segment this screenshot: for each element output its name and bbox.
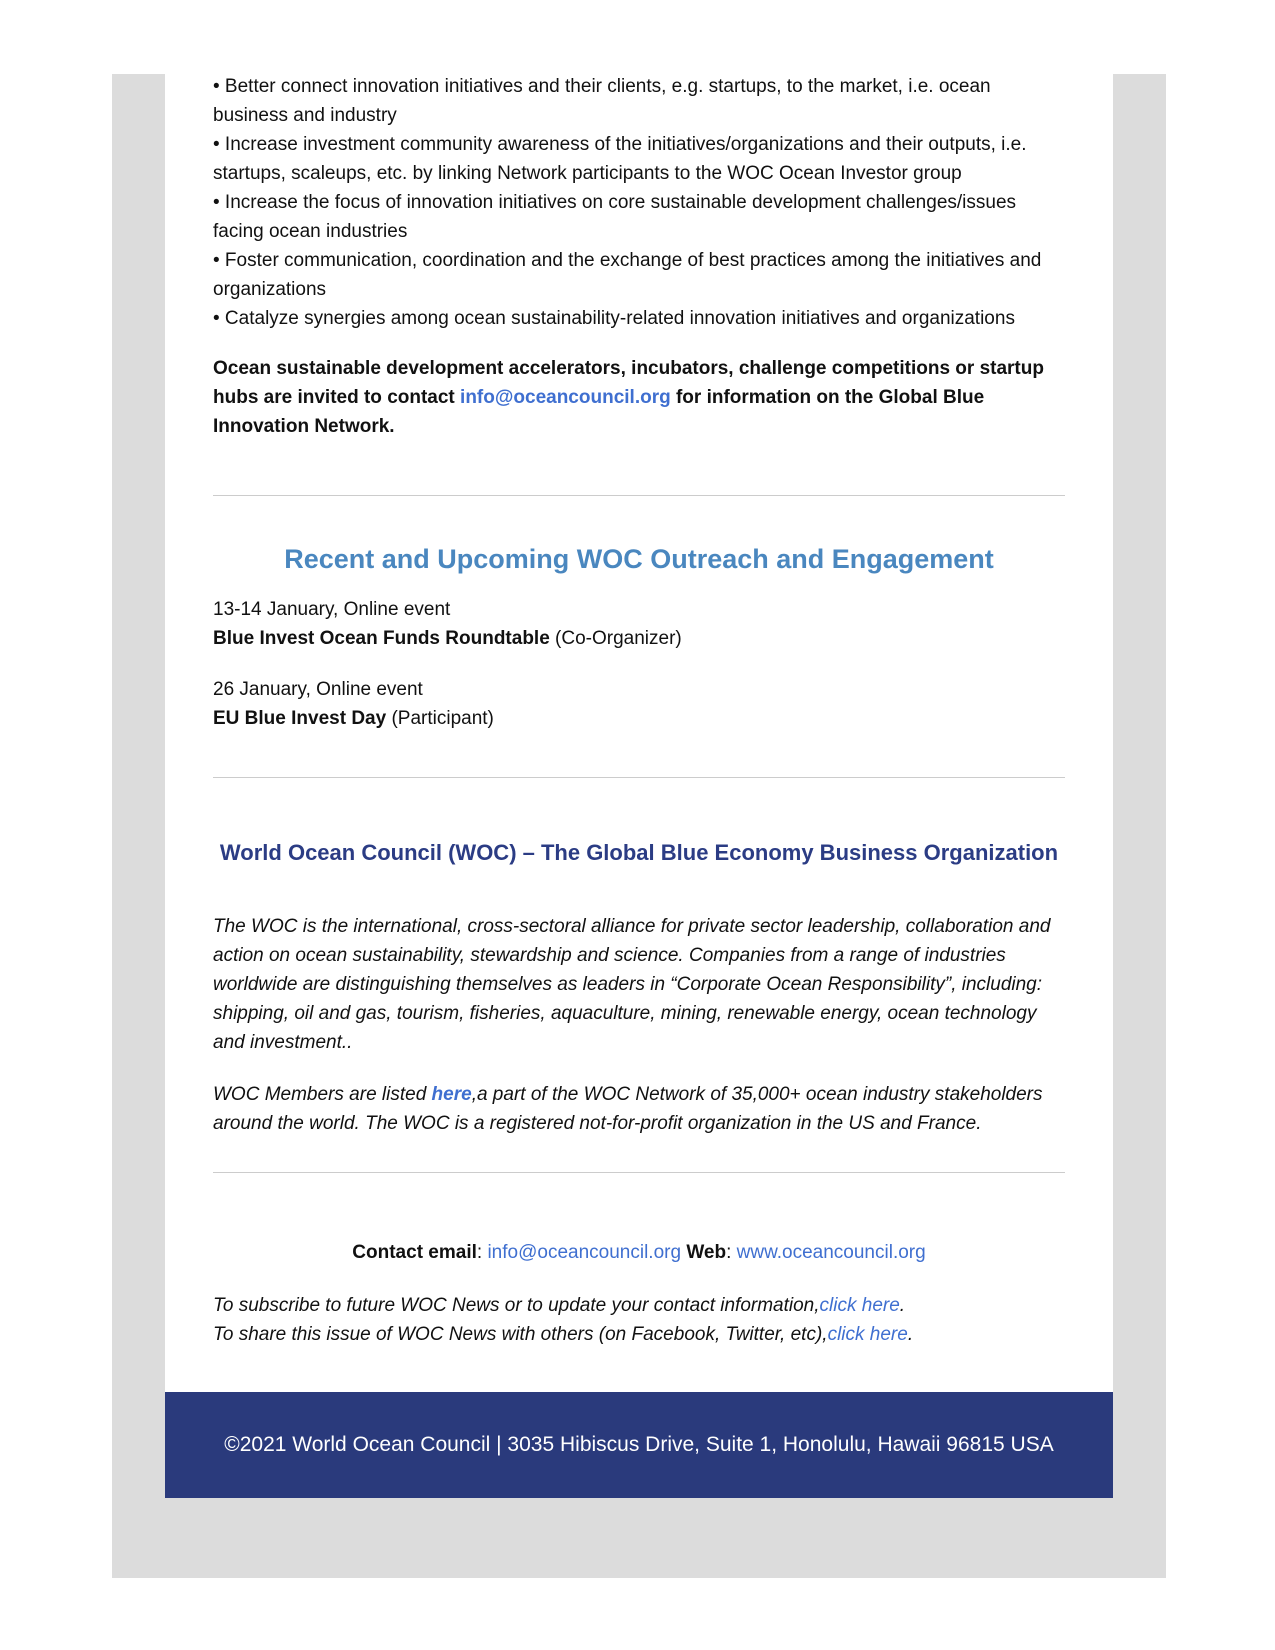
info-email-link[interactable]: info@oceancouncil.org (460, 387, 671, 408)
contact-email-link[interactable]: info@oceancouncil.org (487, 1242, 682, 1263)
contact-line: Contact email: info@oceancouncil.org Web: www.oceancouncil.org (352, 1242, 926, 1263)
about-paragraph: The WOC is the international, cross-sectoral alliance for private sector leadership, collaboration and action on ocean sustainability, stewardship and science. Companies from a range of industries worldwide are distinguishing themselves as leaders in “Corporate Ocean Responsibility”, including: shipping, oil and gas, tourism, fisheries, aquaculture, mining, renewable energy, ocean technology and investment.. (213, 916, 1051, 1053)
contact-email-label: Contact email (352, 1242, 477, 1263)
section-divider (213, 495, 1065, 496)
members-here-link[interactable]: here (431, 1084, 472, 1105)
subscribe-click-here-link[interactable]: click here (819, 1295, 900, 1316)
web-label: Web (686, 1242, 727, 1263)
website-link[interactable]: www.oceancouncil.org (736, 1242, 926, 1263)
goals-bullet-list (213, 72, 1065, 333)
footer-address: ©2021 World Ocean Council | 3035 Hibiscus Drive, Suite 1, Honolulu, Hawaii 96815 USA (224, 1433, 1054, 1456)
event-item (213, 675, 1065, 733)
network-invitation (213, 354, 1065, 441)
events-list (213, 595, 1065, 755)
bullet-item: • Catalyze synergies among ocean sustainability-related innovation initiatives and organizations (213, 308, 1015, 329)
bullet-item: • Increase the focus of innovation initiatives on core sustainable development challenges/issues facing ocean industries (213, 192, 1017, 242)
members-text: WOC Members are listed (213, 1084, 432, 1105)
outreach-heading: Recent and Upcoming WOC Outreach and Engagement (284, 544, 994, 574)
members-text-end: ,a part of the WOC Network of 35,000+ ocean industry stakeholders around the world. The WOC is a registered not-for-profit organization in the US and France. (213, 1084, 1043, 1134)
bullet-item: • Increase investment community awareness of the initiatives/organizations and their outputs, i.e. startups, scaleups, etc. by linking Network participants to the WOC Ocean Investor group (213, 134, 1027, 184)
event-role: (Participant) (386, 708, 494, 729)
footer-bar (165, 1392, 1113, 1498)
subscribe-section (213, 1291, 1065, 1349)
event-date: 26 January, Online event (213, 679, 423, 700)
subscribe-text: To subscribe to future WOC News or to update your contact information, (213, 1295, 820, 1316)
share-text: To share this issue of WOC News with others (on Facebook, Twitter, etc), (213, 1324, 828, 1345)
members-paragraph (213, 1080, 1065, 1138)
section-divider (213, 1172, 1065, 1173)
event-item (213, 595, 1065, 653)
section-divider (213, 777, 1065, 778)
event-title: EU Blue Invest Day (213, 708, 387, 729)
share-click-here-link[interactable]: click here (827, 1324, 908, 1345)
event-role: (Co-Organizer) (549, 628, 682, 649)
bullet-item: • Better connect innovation initiatives and their clients, e.g. startups, to the market, i.e. ocean business and industry (213, 76, 991, 126)
about-woc-heading: World Ocean Council (WOC) – The Global Blue Economy Business Organization (219, 840, 1059, 865)
subscribe-line: To subscribe to future WOC News or to update your contact information,click here. (213, 1295, 906, 1316)
share-line: To share this issue of WOC News with others (on Facebook, Twitter, etc),click here. (213, 1324, 914, 1345)
invitation-text: Ocean sustainable development accelerators, incubators, challenge competitions or startup hubs are invited to contact (213, 358, 1044, 408)
about-woc-text (213, 912, 1065, 1161)
event-date: 13-14 January, Online event (213, 599, 451, 620)
bullet-item: • Foster communication, coordination and the exchange of best practices among the initiatives and organizations (213, 250, 1042, 300)
event-title: Blue Invest Ocean Funds Roundtable (213, 628, 550, 649)
invitation-text-end: for information on the Global Blue Innovation Network. (213, 387, 985, 437)
